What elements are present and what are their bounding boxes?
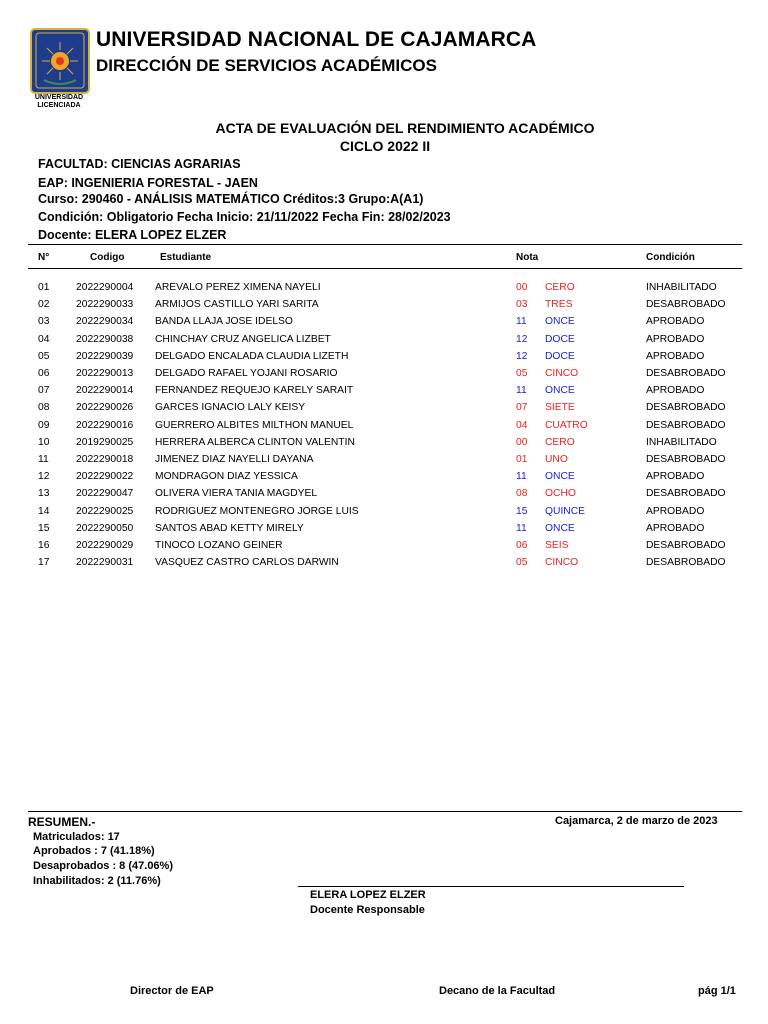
row-student-name: GUERRERO ALBITES MILTHON MANUEL <box>155 419 354 431</box>
row-student-name: VASQUEZ CASTRO CARLOS DARWIN <box>155 557 339 569</box>
row-status: DESABROBADO <box>646 368 726 379</box>
row-status: DESABROBADO <box>646 454 726 465</box>
footer-director: Director de EAP <box>130 985 214 997</box>
row-grade-words: CUATRO <box>545 419 588 431</box>
table-row <box>0 420 768 437</box>
row-student-name: GARCES IGNACIO LALY KEISY <box>155 402 306 414</box>
table-row <box>0 282 768 299</box>
row-status: DESABROBADO <box>646 557 726 569</box>
signer-role: Docente Responsable <box>310 904 425 916</box>
row-student-name: SANTOS ABAD KETTY MIRELY <box>155 522 304 534</box>
row-status: DESABROBADO <box>646 540 726 551</box>
summary-disqualified: Inhabilitados: 2 (11.76%) <box>33 875 161 887</box>
row-student-name: DELGADO ENCALADA CLAUDIA LIZETH <box>155 350 349 362</box>
row-code: 2022290039 <box>76 350 134 362</box>
row-status: APROBADO <box>646 471 705 483</box>
row-number: 15 <box>38 522 50 534</box>
row-student-name: MONDRAGON DIAZ YESSICA <box>155 471 298 483</box>
eap-line: EAP: INGENIERIA FORESTAL - JAEN <box>38 176 258 190</box>
row-grade-number: 11 <box>516 471 527 483</box>
row-grade-number: 11 <box>516 385 527 397</box>
university-name: UNIVERSIDAD NACIONAL DE CAJAMARCA <box>96 28 537 51</box>
summary-enrolled: Matriculados: 17 <box>33 831 120 843</box>
row-status: DESABROBADO <box>646 419 726 431</box>
row-code: 2022290038 <box>76 333 134 345</box>
row-grade-words: CERO <box>545 282 575 293</box>
row-number: 12 <box>38 471 50 483</box>
header-student: Estudiante <box>160 252 212 263</box>
header-grade: Nota <box>516 252 539 263</box>
row-number: 02 <box>38 299 50 311</box>
row-number: 03 <box>38 316 50 328</box>
row-code: 2022290004 <box>76 282 134 293</box>
document-title: ACTA DE EVALUACIÓN DEL RENDIMIENTO ACADÉMICO <box>215 120 595 136</box>
table-row <box>0 523 768 540</box>
row-number: 09 <box>38 419 50 431</box>
table-row <box>0 540 768 557</box>
row-code: 2022290013 <box>76 368 134 379</box>
table-row <box>0 506 768 523</box>
row-number: 17 <box>38 557 50 569</box>
row-grade-words: ONCE <box>545 471 575 483</box>
row-status: DESABROBADO <box>646 402 726 414</box>
row-status: APROBADO <box>646 505 705 517</box>
row-grade-number: 11 <box>516 522 527 534</box>
row-status: DESABROBADO <box>646 488 726 500</box>
row-code: 2022290022 <box>76 471 134 483</box>
row-grade-words: QUINCE <box>545 505 586 517</box>
row-code: 2022290016 <box>76 419 134 431</box>
row-grade-number: 00 <box>516 436 528 448</box>
table-row <box>0 316 768 333</box>
row-grade-words: UNO <box>545 454 568 465</box>
row-grade-words: SIETE <box>545 402 575 414</box>
document-cycle: CICLO 2022 II <box>339 138 431 154</box>
row-grade-words: CERO <box>545 436 575 448</box>
table-row <box>0 368 768 385</box>
row-number: 01 <box>38 282 50 293</box>
row-status: INHABILITADO <box>646 436 717 448</box>
row-student-name: ARMIJOS CASTILLO YARI SARITA <box>155 299 319 311</box>
row-student-name: OLIVERA VIERA TANIA MAGDYEL <box>155 488 318 500</box>
row-code: 2022290047 <box>76 488 134 500</box>
table-row <box>0 299 768 316</box>
row-grade-words: CINCO <box>545 557 579 569</box>
row-grade-words: OCHO <box>545 488 576 500</box>
row-number: 08 <box>38 402 50 414</box>
row-grade-number: 01 <box>516 454 528 465</box>
row-status: APROBADO <box>646 333 705 345</box>
row-code: 2022290034 <box>76 316 134 328</box>
summary-title: RESUMEN.- <box>28 815 96 829</box>
row-code: 2019290025 <box>76 436 134 448</box>
table-row <box>0 437 768 454</box>
row-status: APROBADO <box>646 316 705 328</box>
row-student-name: AREVALO PEREZ XIMENA NAYELI <box>155 282 321 293</box>
table-row <box>0 385 768 402</box>
table-row <box>0 402 768 419</box>
row-number: 06 <box>38 368 50 379</box>
row-grade-words: TRES <box>545 299 573 311</box>
department-name: DIRECCIÓN DE SERVICIOS ACADÉMICOS <box>96 56 437 75</box>
table-header-divider <box>28 268 742 269</box>
row-grade-number: 12 <box>516 333 528 345</box>
row-grade-number: 00 <box>516 282 528 293</box>
table-top-divider <box>28 244 742 245</box>
row-number: 04 <box>38 333 50 345</box>
row-code: 2022290026 <box>76 402 134 414</box>
row-student-name: DELGADO RAFAEL YOJANI ROSARIO <box>155 368 338 379</box>
summary-failed: Desaprobados : 8 (47.06%) <box>33 860 173 872</box>
summary-approved: Aprobados : 7 (41.18%) <box>33 845 155 857</box>
row-student-name: RODRIGUEZ MONTENEGRO JORGE LUIS <box>155 505 359 517</box>
teacher-line: Docente: ELERA LOPEZ ELZER <box>38 228 227 242</box>
row-grade-number: 11 <box>516 316 527 328</box>
row-student-name: JIMENEZ DIAZ NAYELLI DAYANA <box>155 454 314 465</box>
row-grade-words: SEIS <box>545 540 569 551</box>
row-grade-number: 08 <box>516 488 528 500</box>
row-grade-words: ONCE <box>545 522 575 534</box>
table-row <box>0 557 768 574</box>
row-status: DESABROBADO <box>646 299 726 311</box>
condition-dates-line: Condición: Obligatorio Fecha Inicio: 21/11/2022 Fecha Fin: 28/02/2023 <box>38 210 451 224</box>
row-grade-number: 15 <box>516 505 528 517</box>
row-grade-number: 05 <box>516 557 528 569</box>
table-row <box>0 471 768 488</box>
table-row <box>0 454 768 471</box>
row-grade-number: 05 <box>516 368 528 379</box>
summary-divider <box>28 811 742 812</box>
header-number: N° <box>38 252 50 263</box>
footer-page: pág 1/1 <box>698 985 736 997</box>
row-number: 11 <box>38 454 49 465</box>
row-grade-number: 03 <box>516 299 528 311</box>
row-status: INHABILITADO <box>646 282 717 293</box>
row-code: 2022290029 <box>76 540 134 551</box>
row-status: APROBADO <box>646 522 705 534</box>
row-status: APROBADO <box>646 385 705 397</box>
row-grade-words: CINCO <box>545 368 579 379</box>
row-number: 10 <box>38 436 50 448</box>
row-code: 2022290033 <box>76 299 134 311</box>
row-grade-number: 12 <box>516 350 528 362</box>
row-code: 2022290025 <box>76 505 134 517</box>
row-grade-words: ONCE <box>545 385 575 397</box>
row-number: 14 <box>38 505 50 517</box>
place-date: Cajamarca, 2 de marzo de 2023 <box>555 815 718 827</box>
row-student-name: FERNANDEZ REQUEJO KARELY SARAIT <box>155 385 354 397</box>
row-grade-words: DOCE <box>545 350 575 362</box>
row-grade-words: ONCE <box>545 316 575 328</box>
row-number: 16 <box>38 540 50 551</box>
header-status: Condición <box>646 252 695 263</box>
row-number: 05 <box>38 350 50 362</box>
table-row <box>0 334 768 351</box>
header-code: Codigo <box>90 252 125 263</box>
table-row <box>0 488 768 505</box>
row-grade-number: 04 <box>516 419 528 431</box>
course-line: Curso: 290460 - ANÁLISIS MATEMÁTICO Créditos:3 Grupo:A(A1) <box>38 192 424 206</box>
footer-dean: Decano de la Facultad <box>439 985 556 997</box>
row-grade-words: DOCE <box>545 333 575 345</box>
signer-name: ELERA LOPEZ ELZER <box>310 889 426 901</box>
row-grade-number: 06 <box>516 540 528 551</box>
row-number: 07 <box>38 385 50 397</box>
row-student-name: BANDA LLAJA JOSE IDELSO <box>155 316 293 328</box>
row-status: APROBADO <box>646 350 705 362</box>
row-grade-number: 07 <box>516 402 528 414</box>
row-code: 2022290014 <box>76 385 134 397</box>
row-code: 2022290050 <box>76 522 134 534</box>
row-number: 13 <box>38 488 50 500</box>
table-row <box>0 351 768 368</box>
row-student-name: CHINCHAY CRUZ ANGELICA LIZBET <box>155 333 331 345</box>
row-code: 2022290031 <box>76 557 134 569</box>
logo-caption: UNIVERSIDAD LICENCIADA <box>34 94 84 109</box>
row-student-name: TINOCO LOZANO GEINER <box>155 540 283 551</box>
row-code: 2022290018 <box>76 454 134 465</box>
faculty-line: FACULTAD: CIENCIAS AGRARIAS <box>38 157 241 171</box>
signature-line <box>298 886 684 887</box>
row-student-name: HERRERA ALBERCA CLINTON VALENTIN <box>155 436 355 448</box>
